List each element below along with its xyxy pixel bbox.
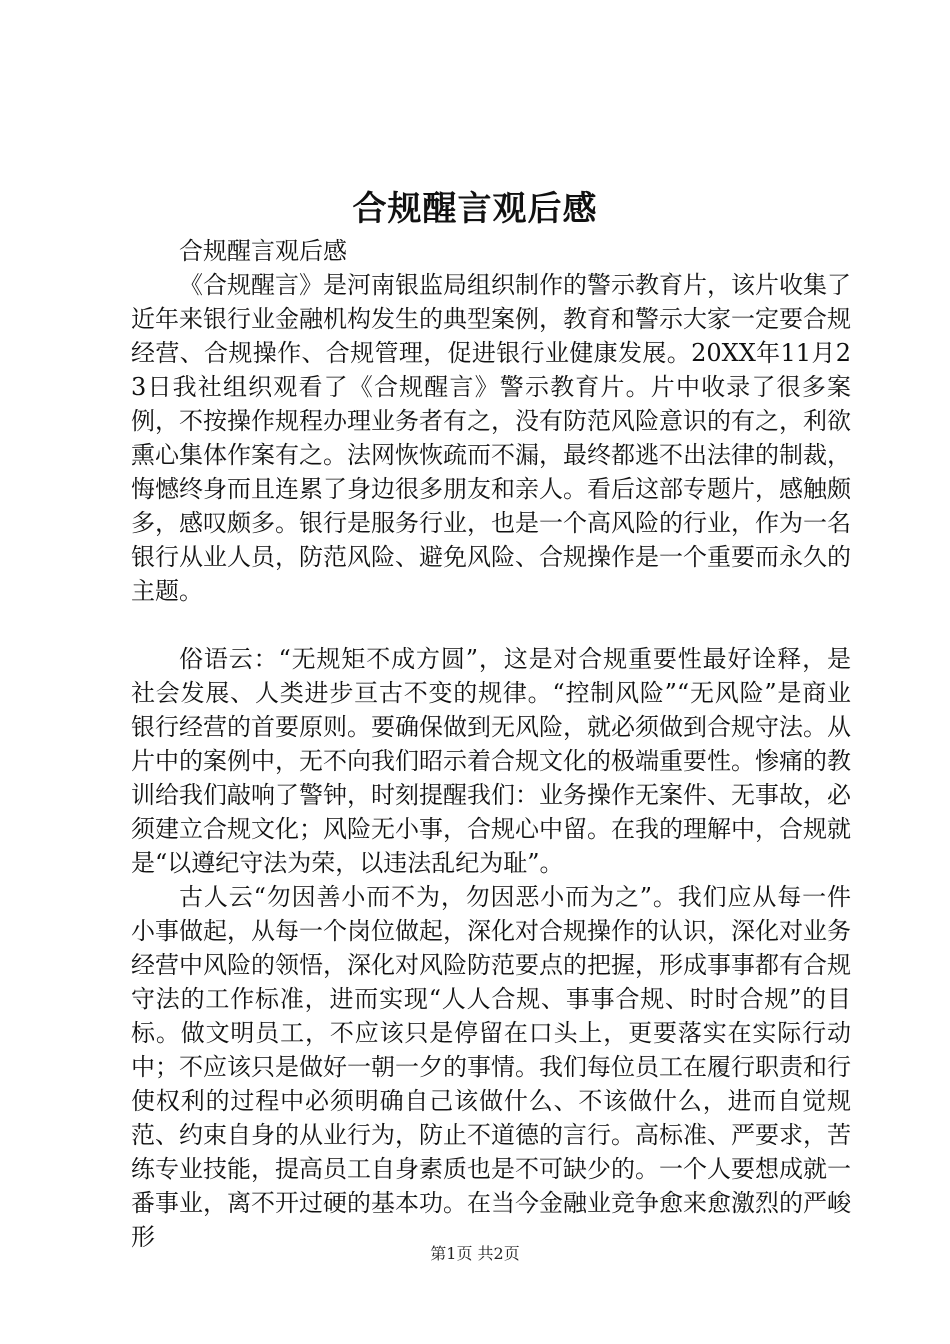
body-paragraph-2: 俗语云：“无规矩不成方圆”，这是对合规重要性最好诠释，是社会发展、人类进步亘古不变的规律。“控制风险”“无风险”是商业银行经营的首要原则。要确保做到无风险，就必须做到合规守法。从片中的案例中，无不向我们昭示着合规文化的极端重要性。惨痛的教训给我们敲响了警钟，时刻提醒我们：业务操作无案件、无事故，必须建立合规文化；风险无小事，合规心中留。在我的理解中，合规就是“以遵纪守法为荣，以违法乱纪为耻”。 bbox=[131, 645, 851, 877]
subtitle-paragraph: 合规醒言观后感 bbox=[179, 237, 347, 265]
document-title: 合规醒言观后感 bbox=[352, 189, 598, 229]
document-body bbox=[131, 234, 851, 1254]
body-paragraph-3: 古人云“勿因善小而不为，勿因恶小而为之”。我们应从每一件小事做起，从每一个岗位做起，深化对合规操作的认识，深化对业务经营中风险的领悟，深化对风险防范要点的把握，形成事事都有合规守法的工作标准，进而实现“人人合规、事事合规、时时合规”的目标。做文明员工，不应该只是停留在口头上，更要落实在实际行动中；不应该只是做好一朝一夕的事情。我们每位员工在履行职责和行使权利的过程中必须明确自己该做什么、不该做什么，进而自觉规范、约束自身的从业行为，防止不道德的言行。高标准、严要求，苦练专业技能，提高员工自身素质也是不可缺少的。一个人要想成就一番事业，离不开过硬的基本功。在当今金融业竞争愈来愈激烈的严峻形 bbox=[131, 883, 851, 1251]
page-footer: 第1页 共2页 bbox=[430, 1244, 520, 1263]
body-paragraph-1: 《合规醒言》是河南银监局组织制作的警示教育片，该片收集了近年来银行业金融机构发生的典型案例，教育和警示大家一定要合规经营、合规操作、合规管理，促进银行业健康发展。20XX年11月23日我社组织观看了《合规醒言》警示教育片。片中收录了很多案例，不按操作规程办理业务者有之，没有防范风险意识的有之，利欲熏心集体作案有之。法网恢恢疏而不漏，最终都逃不出法律的制裁，悔憾终身而且连累了身边很多朋友和亲人。看后这部专题片，感触颇多，感叹颇多。银行是服务行业，也是一个高风险的行业，作为一名银行从业人员，防范风险、避免风险、合规操作是一个重要而永久的主题。 bbox=[131, 271, 851, 605]
